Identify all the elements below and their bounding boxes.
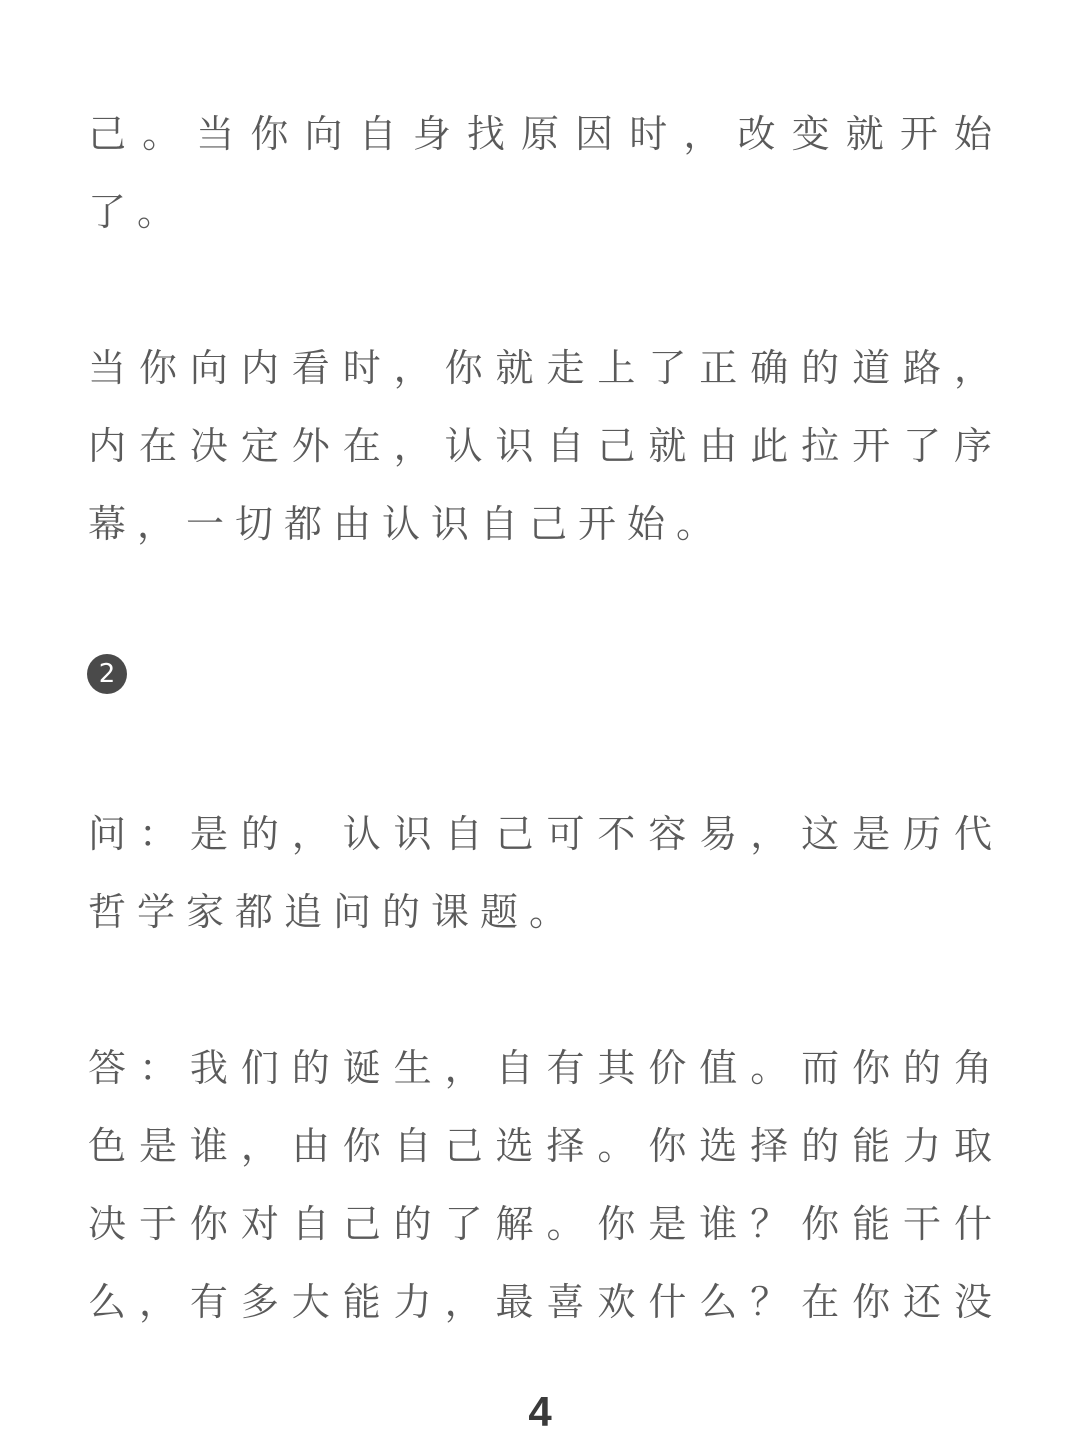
- answer-line-3: 决于你对自己的了解。你是谁？你能干什: [88, 1202, 992, 1246]
- paragraph-1-line-1: 己。当你向自身找原因时，改变就开始: [88, 112, 992, 156]
- answer-line-1: 答：我们的诞生，自有其价值。而你的角: [88, 1046, 992, 1090]
- paragraph-2-line-1: 当你向内看时，你就走上了正确的道路，: [88, 346, 992, 390]
- paragraph-2-line-2: 内在决定外在，认识自己就由此拉开了序: [88, 424, 992, 468]
- answer-line-4: 么，有多大能力，最喜欢什么？在你还没: [88, 1280, 992, 1324]
- answer-line-2: 色是谁，由你自己选择。你选择的能力取: [88, 1124, 992, 1168]
- paragraph-1-line-2: 了。: [88, 190, 187, 234]
- page-number: 4: [528, 1388, 552, 1435]
- question-line-2: 哲学家都追问的课题。: [88, 890, 579, 934]
- paragraph-2-line-3: 幕，一切都由认识自己开始。: [88, 502, 726, 546]
- question-line-1: 问：是的，认识自己可不容易，这是历代: [88, 812, 992, 856]
- section-number-badge: 2: [87, 654, 127, 694]
